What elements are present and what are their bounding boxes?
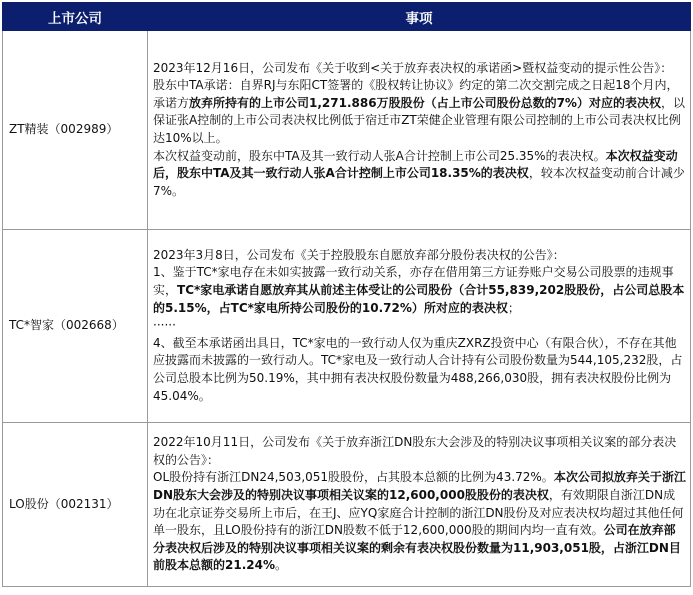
text: ，有效期限自浙江DN成功在北京证券交易所上市后，在王J、应YQ家庭合计控制的浙江DN股份及对应表决权均超过其他任何单一股东，且LO股份持有的浙江DN股数不低于12,600,000股的期间内均一直有效。 [153, 487, 684, 538]
text: ······ [153, 318, 176, 333]
bold-text: 本次公司拟放弃关于浙江DN股东大会涉及的特别决议事项相关议案的12,600,000股股份的表决权 [153, 470, 686, 502]
event-cell [148, 31, 691, 230]
bold-text: 公司在放弃部分表决权后涉及的特别决议事项相关议案的剩余有表决权股份数量为11,903,051股，占浙江DN目前股本总额的21.24% [153, 523, 681, 573]
table-header-row [3, 3, 691, 31]
event-paragraph [153, 317, 686, 335]
text: 2023年12月16日，公司发布《关于收到<关于放弃表决权的承诺函>暨权益变动的提示性公告》： [153, 60, 673, 75]
bold-text: TC*家电承诺自愿放弃其从前述主体受让的公司股份（合计55,839,202股股份，占公司总股本的5.15%，占TC*家电所持公司股份的10.72%）所对应的表决权 [153, 283, 685, 315]
text: 1、鉴于TC*家电存在未如实披露一致行动关系，亦存在借用第三方证券账户交易公司股票的违规事实， [153, 265, 674, 298]
event-paragraph [153, 264, 686, 317]
table-row [3, 423, 691, 587]
text: 4、截至本承诺函出具日，TC*家电的一致行动人仅为重庆ZXRZ投资中心（有限合伙），不存在其他应披露而未披露的一致行动人。TC*家电及一致行动人合计持有公司股份数量为544,105,232股，占公司总股本比例为50.19%，其中拥有表决权股份数量为488,266,030股，拥有表决权股份比例为45.04%。 [153, 335, 683, 403]
text: 。 [274, 558, 287, 573]
event-paragraph [153, 469, 686, 575]
text: ，较本次权益变动前合计减少7%。 [153, 166, 685, 198]
event-paragraph [153, 434, 686, 469]
company-name: LO股份（002131） [3, 423, 148, 587]
event-paragraph [153, 77, 686, 147]
disclosure-table [2, 2, 691, 587]
text: 股东中TA承诺：自界RJ与东阳CT签署的《股权转让协议》约定的第二次交割完成之日起18个月内，承诺方 [153, 78, 679, 110]
text: ，以保证张A控制的上市公司表决权比例低于宿迁市ZT荣健企业管理有限公司控制的上市公司表决权比例达10%以上。 [153, 95, 685, 145]
table-row [3, 31, 691, 230]
header-event: 事项 [148, 3, 691, 31]
text: ； [507, 300, 520, 315]
event-paragraph [153, 247, 686, 265]
event-cell [148, 423, 691, 587]
table-row [3, 230, 691, 423]
text: 2022年10月11日，公司发布《关于放弃浙江DN股东大会涉及的特别决议事项相关议案的部分表决权的公告》： [153, 435, 677, 467]
header-company: 上市公司 [3, 3, 148, 31]
event-paragraph [153, 60, 686, 78]
text: OL股份持有浙江DN24,503,051股股份，占其股本总额的比例为43.72%。 [153, 470, 554, 485]
event-paragraph [153, 148, 686, 201]
text: 2023年3月8日，公司发布《关于控股股东自愿放弃部分股份表决权的公告》： [153, 247, 565, 262]
company-name: TC*智家（002668） [3, 230, 148, 423]
company-name: ZT精装（002989） [3, 31, 148, 230]
event-paragraph [153, 335, 686, 405]
bold-text: 本次权益变动后，股东中TA及其一致行动人张A合计控制上市公司18.35%的表决权 [153, 148, 678, 181]
text: 本次权益变动前，股东中TA及其一致行动人张A合计控制上市公司25.35%的表决权。 [153, 148, 606, 163]
bold-text: 放弃所持有的上市公司1,271.886万股股份（占上市公司股份总数的7%）对应的表决权 [189, 95, 661, 110]
event-cell [148, 230, 691, 423]
